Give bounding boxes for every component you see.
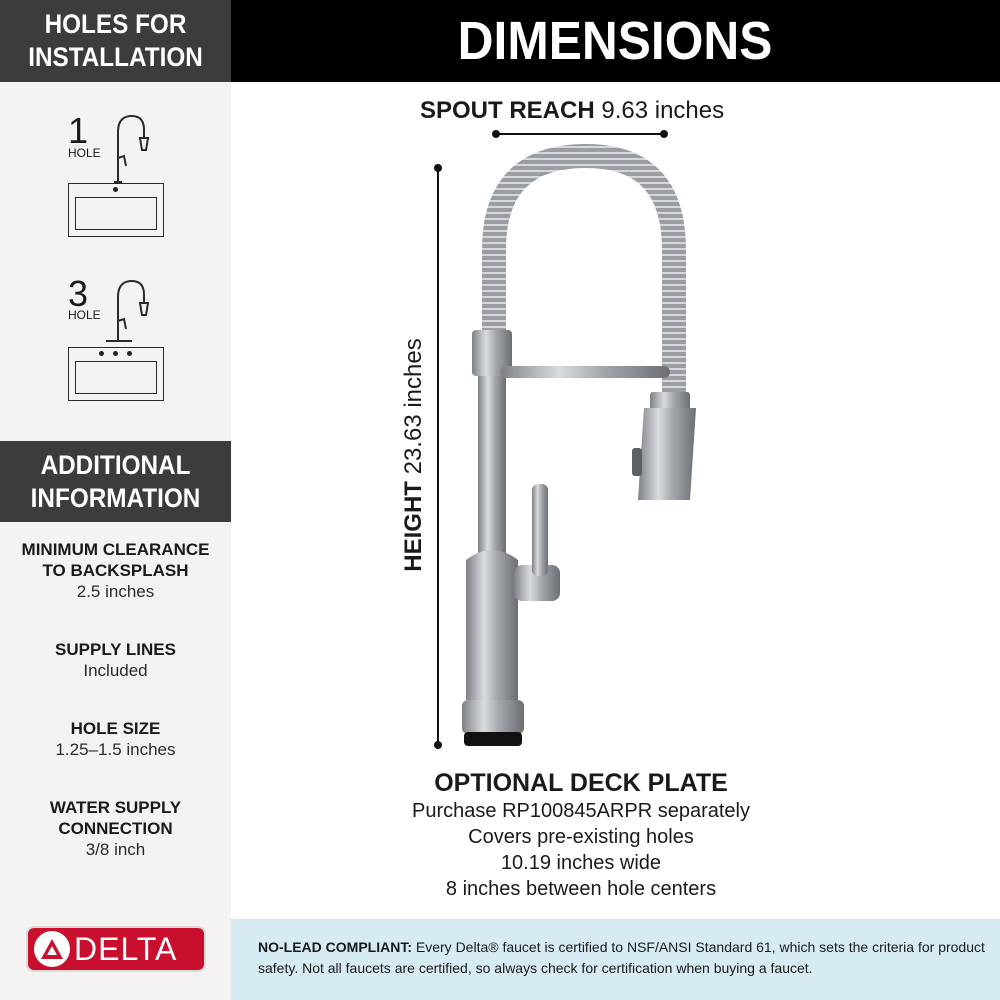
info-label: SUPPLY LINES — [55, 640, 176, 659]
height-label: HEIGHT — [400, 481, 427, 572]
no-lead-compliance-note — [231, 919, 1000, 1000]
deck-plate-line: Purchase RP100845ARPR separately — [412, 800, 750, 822]
logo-text: DELTA — [74, 931, 178, 967]
compliance-label: NO-LEAD COMPLIANT: — [258, 939, 412, 955]
height-value: 23.63 inches — [400, 338, 427, 475]
height-dimension — [400, 338, 428, 571]
spout-reach-value: 9.63 inches — [601, 97, 725, 124]
info-value: 1.25–1.5 inches — [55, 740, 176, 759]
info-label: MINIMUM CLEARANCE — [21, 540, 210, 559]
hole-count: 1 — [68, 110, 89, 151]
hole-label: HOLE — [68, 146, 101, 160]
spout-reach-label: SPOUT REACH — [420, 97, 595, 124]
deck-plate-line: Covers pre-existing holes — [468, 826, 694, 848]
hole-label: HOLE — [68, 308, 101, 322]
info-value: 3/8 inch — [85, 840, 146, 859]
holes-header-line2: INSTALLATION — [28, 42, 203, 72]
hole-count: 3 — [68, 273, 89, 314]
info-value: 2.5 inches — [76, 582, 155, 601]
additional-header-line2: INFORMATION — [30, 483, 201, 513]
additional-header-line1: ADDITIONAL — [40, 450, 191, 480]
deck-plate-line: 8 inches between hole centers — [445, 878, 717, 900]
info-label: TO BACKSPLASH — [42, 561, 189, 580]
deck-plate-info — [331, 768, 831, 902]
compliance-text: Every Delta® faucet is certified to NSF/ANSI Standard 61, which sets the criteria for product safety. Not all faucets are certified, so always check for certification when buying a faucet. — [258, 939, 985, 976]
page-title: DIMENSIONS — [458, 11, 773, 71]
info-label: HOLE SIZE — [70, 719, 161, 738]
info-label: WATER SUPPLY — [49, 798, 182, 817]
info-label: CONNECTION — [58, 819, 173, 838]
deck-plate-title: OPTIONAL DECK PLATE — [434, 769, 728, 797]
deck-plate-line: 10.19 inches wide — [500, 852, 662, 874]
holes-header-line1: HOLES FOR — [44, 9, 187, 39]
info-value: Included — [83, 661, 148, 680]
